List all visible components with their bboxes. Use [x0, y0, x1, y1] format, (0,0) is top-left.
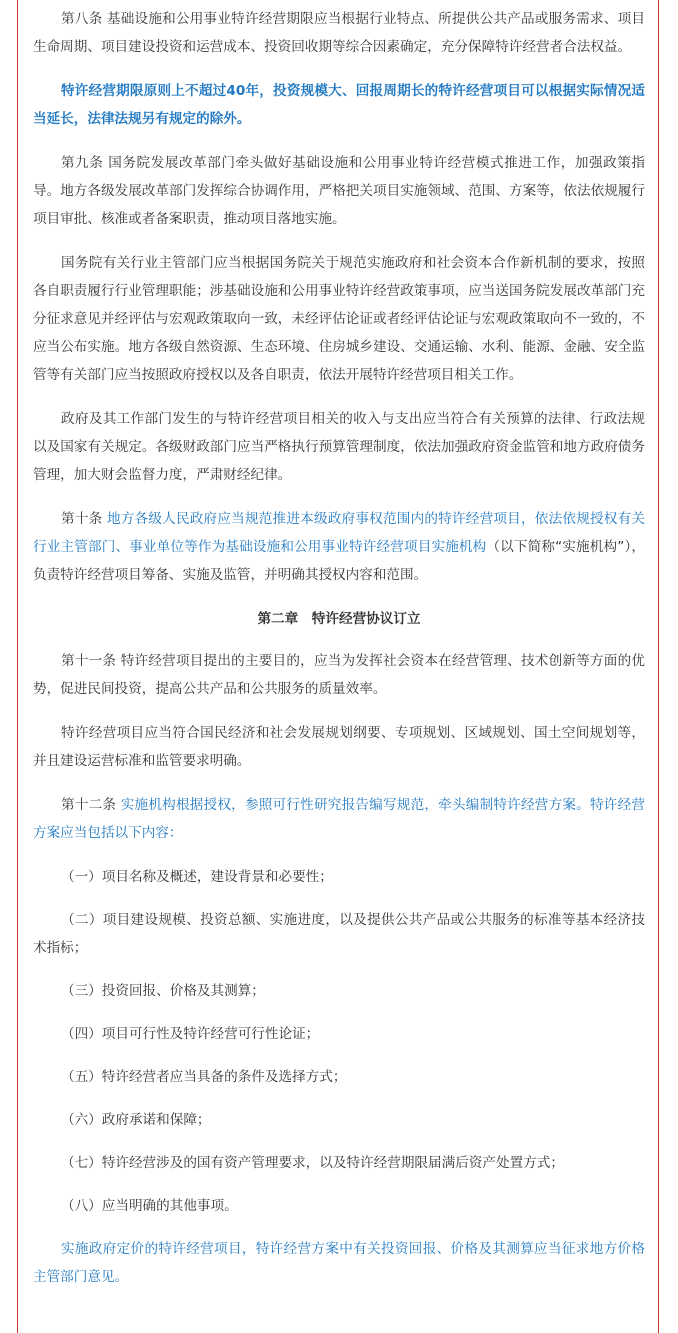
list-item: （一）项目名称及概述，建设背景和必要性；	[61, 869, 333, 885]
list-item: （四）项目可行性及特许经营可行性论证；	[61, 1026, 320, 1042]
list-item: （三）投资回报、价格及其测算；	[61, 983, 265, 999]
article-10-prefix: 第十条	[61, 511, 107, 527]
article-12	[33, 791, 645, 847]
article-9-para-3: 政府及其工作部门发生的与特许经营项目相关的收入与支出应当符合有关预算的法律、行政法规以及国家有关规定。各级财政部门应当严格执行预算管理制度，依法加强政府资金监管和地方政府债务管理，加大财会监督力度，严肃财经纪律。	[33, 411, 645, 483]
article-11-para-2: 特许经营项目应当符合国民经济和社会发展规划纲要、专项规划、区域规划、国土空间规划等，并且建设运营标准和监管要求明确。	[33, 725, 645, 769]
article-12-highlight: 实施机构根据授权，参照可行性研究报告编写规范，牵头编制特许经营方案。特许经营方案应当包括以下内容：	[33, 797, 646, 841]
list-item: （六）政府承诺和保障；	[61, 1112, 211, 1128]
list-item: （七）特许经营涉及的国有资产管理要求，以及特许经营期限届满后资产处置方式；	[61, 1155, 564, 1171]
article-9: 第九条 国务院发展改革部门牵头做好基础设施和公用事业特许经营模式推进工作，加强政策指导。地方各级发展改革部门发挥综合协调作用，严格把关项目实施领域、范围、方案等，依法依规履行项目审批、核准或者备案职责，推动项目落地实施。	[33, 155, 645, 227]
list-item: （八）应当明确的其他事项。	[61, 1198, 238, 1214]
list-item: （二）项目建设规模、投资总额、实施进度，以及提供公共产品或公共服务的标准等基本经济技术指标；	[33, 912, 645, 956]
article-8-highlight: 特许经营期限原则上不超过40年，投资规模大、回报周期长的特许经营项目可以根据实际情况适当延长，法律法规另有规定的除外。	[33, 83, 645, 127]
article-8: 第八条 基础设施和公用事业特许经营期限应当根据行业特点、所提供公共产品或服务需求、项目生命周期、项目建设投资和运营成本、投资回收期等综合因素确定，充分保障特许经营者合法权益。	[33, 11, 645, 55]
list-item: （五）特许经营者应当具备的条件及选择方式；	[61, 1069, 347, 1085]
article-11: 第十一条 特许经营项目提出的主要目的，应当为发挥社会资本在经营管理、技术创新等方面的优势，促进民间投资，提高公共产品和公共服务的质量效率。	[33, 653, 645, 697]
article-10-suffix: （以下简称“实施机构”），负责特许经营项目筹备、实施及监管，并明确其授权内容和范围。	[33, 539, 645, 583]
article-9-para-2: 国务院有关行业主管部门应当根据国务院关于规范实施政府和社会资本合作新机制的要求，按照各自职责履行行业管理职能；涉基础设施和公用事业特许经营政策事项，应当送国务院发展改革部门充分征求意见并经评估与宏观政策取向一致，未经评估论证或者经评估论证与宏观政策取向不一致的，不应当公布实施。地方各级自然资源、生态环境、住房城乡建设、交通运输、水利、能源、金融、安全监管等有关部门应当按照政府授权以及各自职责，依法开展特许经营项目相关工作。	[33, 255, 645, 383]
article-10	[33, 505, 645, 589]
article-12-prefix: 第十二条	[61, 797, 121, 813]
article-content	[33, 5, 645, 1307]
article-10-highlight: 地方各级人民政府应当规范推进本级政府事权范围内的特许经营项目，依法依规授权有关行业主管部门、事业单位等作为基础设施和公用事业特许经营项目实施机构	[33, 511, 645, 555]
chapter-heading: 第二章 特许经营协议订立	[257, 611, 421, 627]
article-12-para-2: 实施政府定价的特许经营项目，特许经营方案中有关投资回报、价格及其测算应当征求地方价格主管部门意见。	[33, 1241, 645, 1285]
